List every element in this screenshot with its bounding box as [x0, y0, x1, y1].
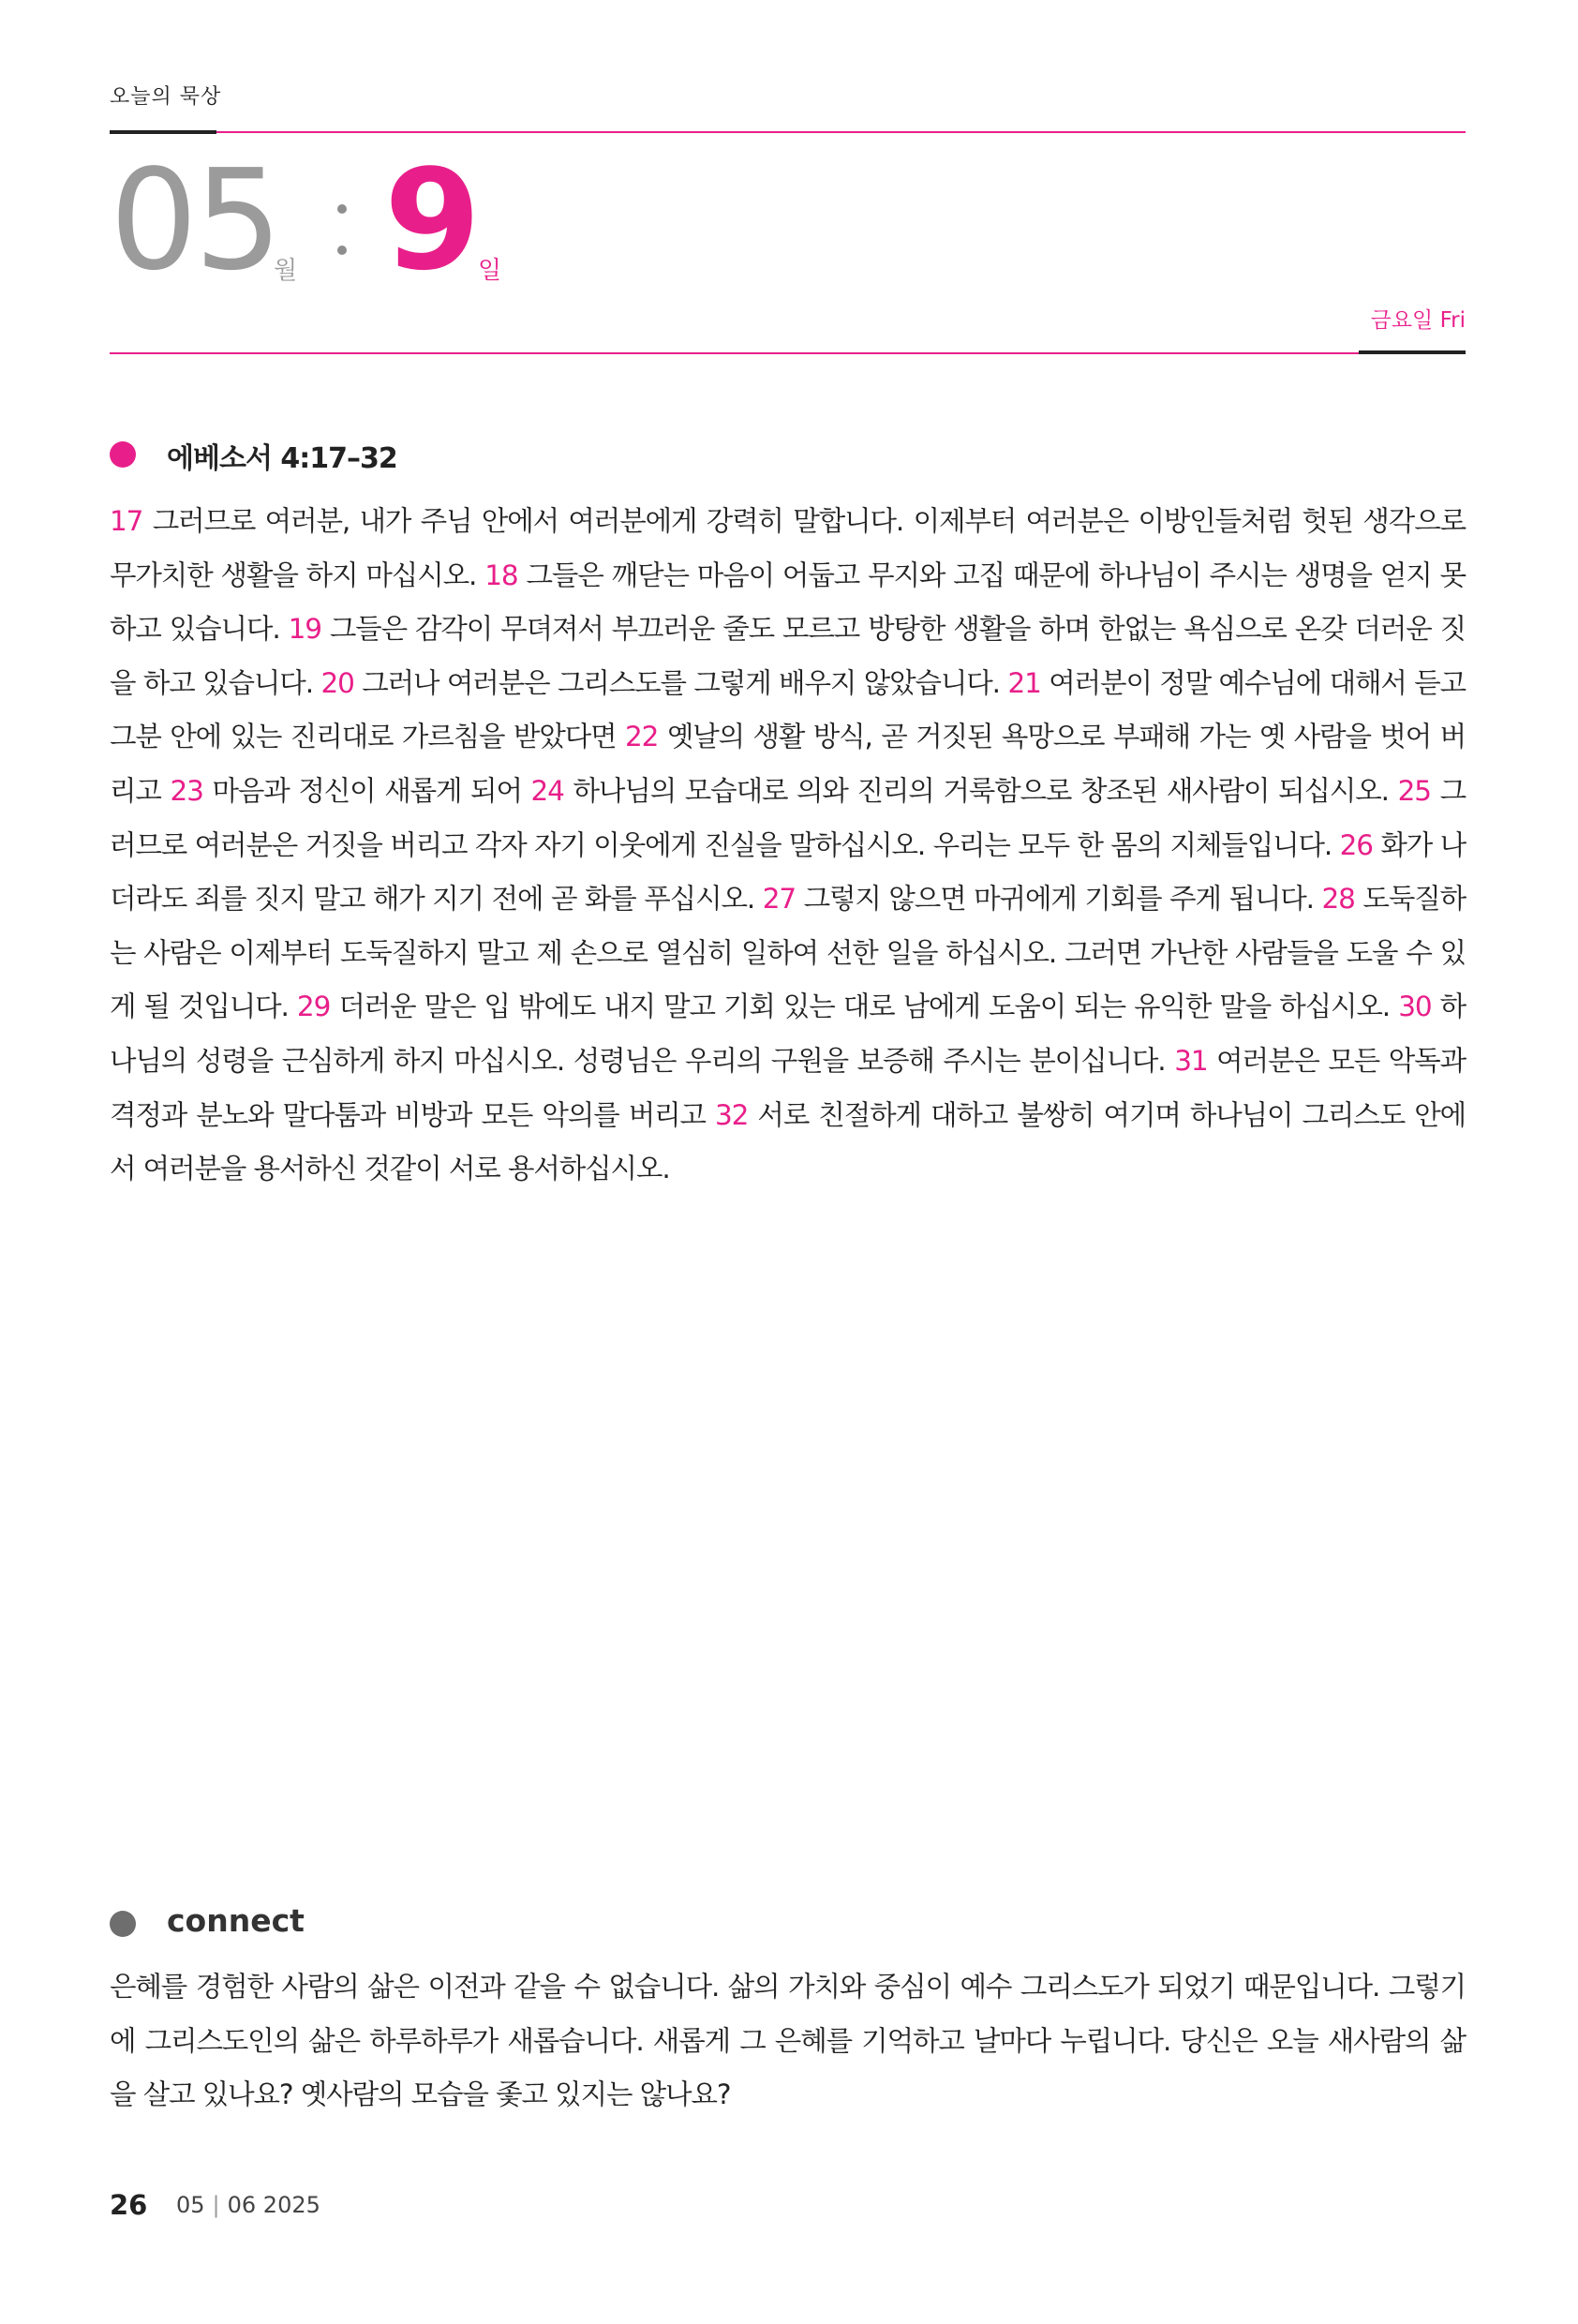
verse-text: 마음과 정신이 새롭게 되어: [212, 774, 522, 807]
verse-number: 18: [484, 559, 518, 591]
page-number: 26: [110, 2189, 148, 2221]
verse-number: 24: [530, 774, 564, 807]
issue-label: [176, 2192, 320, 2218]
date-rule-accent: [1359, 350, 1466, 354]
section-title: 오늘의 묵상: [110, 85, 222, 109]
header-rule-accent: [110, 130, 216, 134]
verse-number: 29: [296, 991, 331, 1023]
verse-number: 19: [288, 613, 321, 646]
verse-number: 32: [714, 1098, 749, 1131]
date-colon: [337, 197, 347, 262]
verse-text: 그들은 깨닫는 마음이 어둡고 무지와 고집 때문에 하나님이 주시는 생명을 얻지 못하고 있습니다.: [110, 559, 1466, 646]
day-unit: 일: [478, 257, 502, 285]
verse-number: 25: [1397, 774, 1431, 807]
verse-text: 그렇지 않으면 마귀에게 기회를 주게 됩니다.: [803, 883, 1314, 916]
month-number: 05: [110, 140, 279, 301]
verse-text: 더러운 말은 입 밖에도 내지 말고 기회 있는 대로 남에게 도움이 되는 유익한 말을 하십시오.: [338, 991, 1391, 1023]
verse-text: 하나님의 모습대로 의와 진리의 거룩함으로 창조된 새사람이 되십시오.: [573, 774, 1389, 807]
connect-bullet-icon: [110, 1911, 136, 1937]
verse-number: 30: [1398, 991, 1432, 1023]
verse-text: 그러므로 여러분은 거짓을 버리고 각자 자기 이웃에게 진실을 말하십시오. 우리는 모두 한 몸의 지체들입니다.: [110, 774, 1466, 861]
verse-number: 28: [1321, 883, 1355, 916]
month-unit: 월: [274, 257, 298, 285]
verse-text: 그러나 여러분은 그리스도를 그렇게 배우지 않았습니다.: [362, 666, 1000, 699]
connect-heading: connect: [167, 1902, 305, 1939]
verse-text: 옛날의 생활 방식, 곧 거짓된 욕망으로 부패해 가는 옛 사람을 벗어 버리고: [110, 721, 1466, 807]
passage-bullet-icon: [110, 441, 136, 468]
day-number: 9: [384, 140, 481, 301]
verse-text: 여러분이 정말 예수님에 대해서 듣고 그분 안에 있는 진리대로 가르침을 받았다면: [110, 666, 1466, 753]
verse-number: 17: [110, 505, 143, 537]
issue-month: 05: [176, 2192, 205, 2218]
verse-text: 여러분은 모든 악독과 격정과 분노와 말다툼과 비방과 모든 악의를 버리고: [110, 1044, 1466, 1131]
issue-rest: 06 2025: [227, 2192, 320, 2218]
passage-reference: 에베소서 4:17–32: [167, 442, 397, 475]
header-rule: [216, 131, 1466, 133]
verse-number: 27: [762, 883, 796, 916]
verse-number: 31: [1174, 1044, 1208, 1077]
verse-text: 하나님의 성령을 근심하게 하지 마십시오. 성령님은 우리의 구원을 보증해 주시는 분이십니다.: [110, 991, 1466, 1077]
verse-text: 서로 친절하게 대하고 불쌍히 여기며 하나님이 그리스도 안에서 여러분을 용서하신 것같이 서로 용서하십시오.: [110, 1098, 1466, 1185]
verse-text: 그들은 감각이 무뎌져서 부끄러운 줄도 모르고 방탕한 생활을 하며 한없는 욕심으로 온갖 더러운 짓을 하고 있습니다.: [110, 613, 1466, 699]
verse-text: 도둑질하는 사람은 이제부터 도둑질하지 말고 제 손으로 열심히 일하여 선한 일을 하십시오. 그러면 가난한 사람들을 도울 수 있게 될 것입니다.: [110, 883, 1466, 1023]
verse-text: 그러므로 여러분, 내가 주님 안에서 여러분에게 강력히 말합니다. 이제부터 여러분은 이방인들처럼 헛된 생각으로 무가치한 생활을 하지 마십시오.: [110, 505, 1466, 591]
date-rule: [110, 352, 1359, 354]
verse-text: 화가 나더라도 죄를 짓지 말고 해가 지기 전에 곧 화를 푸십시오.: [110, 828, 1466, 916]
verse-number: 22: [625, 721, 659, 753]
passage-text: [110, 495, 1466, 1197]
issue-separator: |: [212, 2192, 220, 2218]
connect-text: 은혜를 경험한 사람의 삶은 이전과 같을 수 없습니다. 삶의 가치와 중심이 예수 그리스도가 되었기 때문입니다. 그렇기에 그리스도인의 삶은 하루하루가 새롭습니다. 새롭게 그 은혜를 기억하고 날마다 누립니다. 당신은 오늘 새사람의 삶을 살고 있나요? 옛사람의 모습을 좇고 있지는 않나요?: [110, 1971, 1466, 2111]
verse-number: 23: [170, 774, 203, 807]
verse-number: 21: [1007, 666, 1041, 699]
weekday-label: 금요일 Fri: [1370, 308, 1466, 333]
verse-number: 26: [1339, 828, 1373, 861]
verse-number: 20: [320, 666, 354, 699]
